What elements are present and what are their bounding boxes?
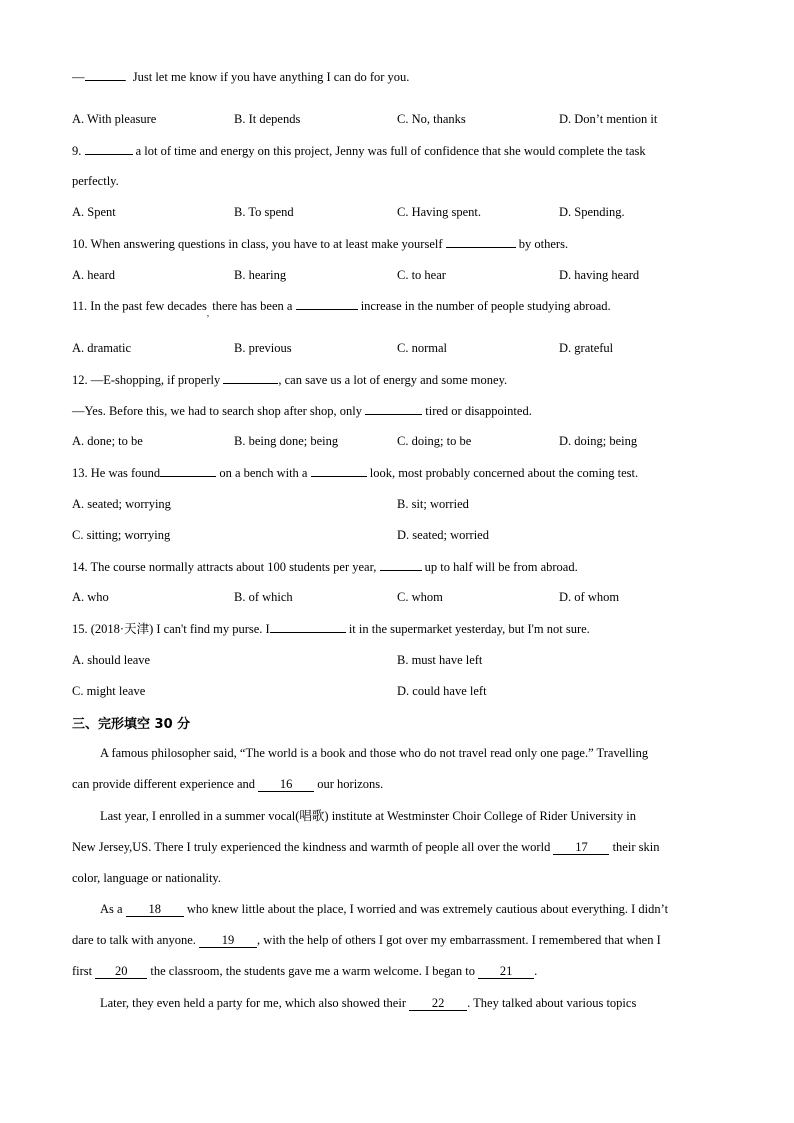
option-c: C. Having spent. [397,205,482,219]
answer-blank [85,68,125,81]
option-b: B. sit; worried [397,497,469,511]
question-13: 13. He was found on a bench with a look, most probably concerned about the coming test. [72,466,639,480]
paragraph-line: Later, they even held a party for me, which also showed their 22 . They talked about various topics [100,996,637,1010]
option-d: D. Don’t mention it [559,112,658,126]
option-c: C. sitting; worrying [72,528,171,542]
cloze-blank-17: 17 [553,840,609,855]
option-b: B. must have left [397,653,483,667]
option-d: D. seated; worried [397,528,489,542]
paragraph-line: can provide different experience and 16 our horizons. [72,777,384,791]
option-d: D. could have left [397,684,487,698]
answer-blank [380,558,422,571]
question-9: 9. a lot of time and energy on this project, Jenny was full of confidence that she would complete the task [72,144,646,158]
answer-blank [85,142,133,155]
option-b: B. To spend [234,205,294,219]
answer-blank [223,371,278,384]
paragraph-line: New Jersey,US. There I truly experienced the kindness and warmth of people all over the world 17 their skin [72,840,660,854]
paragraph-line: color, language or nationality. [72,871,221,885]
paragraph-line: A famous philosopher said, “The world is a book and those who do not travel read only one page.” Travelling [100,746,649,760]
question-9-cont: perfectly. [72,174,119,188]
option-a: A. dramatic [72,341,132,355]
paragraph-line: As a 18 who knew little about the place, I worried and was extremely cautious about everything. I didn’t [100,902,669,916]
option-d: D. Spending. [559,205,625,219]
answer-blank [446,235,516,248]
cloze-blank-16: 16 [258,777,314,792]
option-c: C. might leave [72,684,146,698]
option-a: A. done; to be [72,434,143,448]
option-a: A. heard [72,268,116,282]
option-c: C. whom [397,590,443,604]
answer-blank [270,620,346,633]
cloze-blank-20: 20 [95,964,147,979]
option-b: B. It depends [234,112,301,126]
option-c: C. to hear [397,268,446,282]
option-a: A. seated; worrying [72,497,171,511]
section-heading: 三、完形填空 30 分 [72,717,191,732]
question-12-reply: —Yes. Before this, we had to search shop after shop, only tired or disappointed. [72,404,532,418]
question-12: 12. —E-shopping, if properly , can save us a lot of energy and some money. [72,373,508,387]
option-a: A. should leave [72,653,151,667]
option-c: C. normal [397,341,447,355]
option-b: B. previous [234,341,292,355]
answer-blank [311,464,367,477]
paragraph-line: Last year, I enrolled in a summer vocal(唱歌) institute at Westminster Choir College of Rider University in [100,809,636,823]
option-c: C. No, thanks [397,112,466,126]
paragraph-line: dare to talk with anyone. 19 , with the help of others I got over my embarrassment. I remembered that when I [72,933,661,947]
question-8-reply: — . Just let me know if you have anything I can do for you. [72,70,410,84]
option-a: A. who [72,590,109,604]
option-a: A. With pleasure [72,112,157,126]
option-d: D. grateful [559,341,614,355]
cloze-blank-22: 22 [409,996,467,1011]
option-d: D. doing; being [559,434,638,448]
option-b: B. hearing [234,268,287,282]
question-11: 11. In the past few decades$_,$ there has been a increase in the number of people studying abroad. [72,299,611,318]
option-d: D. having heard [559,268,640,282]
paragraph-line: first 20 the classroom, the students gave me a warm welcome. I began to 21 . [72,964,538,978]
cloze-blank-21: 21 [478,964,534,979]
cloze-blank-18: 18 [126,902,184,917]
option-b: B. being done; being [234,434,339,448]
answer-blank [160,464,216,477]
answer-blank [365,402,422,415]
question-14: 14. The course normally attracts about 100 students per year, up to half will be from abroad. [72,560,578,574]
option-d: D. of whom [559,590,620,604]
option-c: C. doing; to be [397,434,472,448]
answer-blank [296,297,358,310]
option-b: B. of which [234,590,293,604]
cloze-blank-19: 19 [199,933,257,948]
question-10: 10. When answering questions in class, you have to at least make yourself by others. [72,237,569,251]
option-a: A. Spent [72,205,116,219]
question-15: 15. (2018·天津) I can't find my purse. I it in the supermarket yesterday, but I'm not sure. [72,622,590,636]
